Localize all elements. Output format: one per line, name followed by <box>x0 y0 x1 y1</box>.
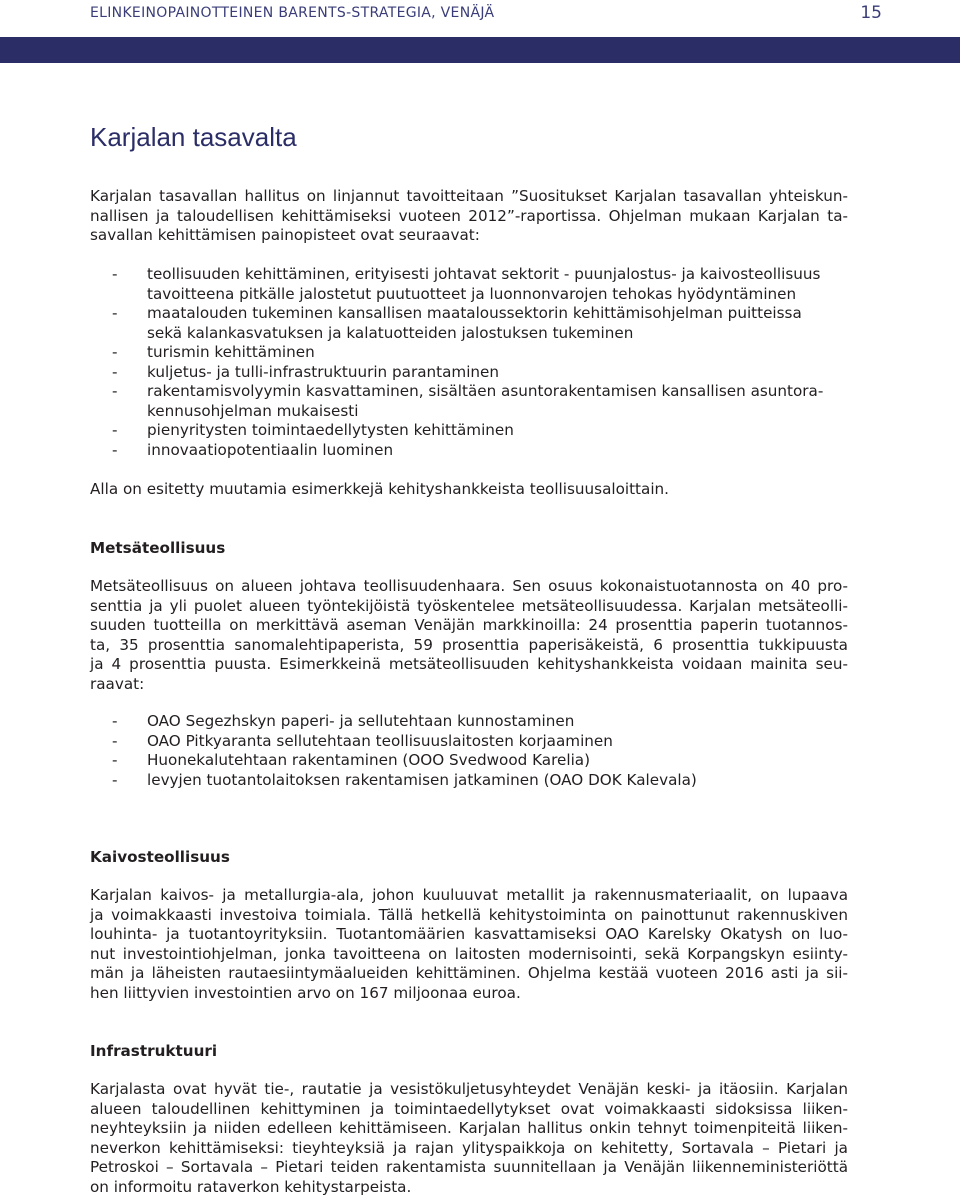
list-item: - OAO Pitkyaranta sellutehtaan teollisuuslaitosten korjaaminen <box>112 731 613 750</box>
infrastructure-heading: Infrastruktuuri <box>90 1042 218 1060</box>
page-number: 15 <box>860 3 882 23</box>
mining-heading: Kaivosteollisuus <box>90 848 230 866</box>
forestry-paragraph: Metsäteollisuus on alueen johtava teollisuudenhaara. Sen osuus kokonaistuotannosta on 40 pro- senttia ja yli puolet alueen työntekijöistä työskentelee metsäteollisuudessa. Karjalan metsäteolli- suuden tuotteilla on merkittävä aseman Venäjän markkinoilla: 24 prosenttia paperin tuotannos- ta, 35 prosenttia sanomalehtipaperista, 59 prosenttia paperisäkeistä, 6 prosenttia tukkipuusta ja 4 prosenttia puusta. Esimerkkeinä metsäteollisuuden kehityshankkeista voidaan mainita seu- raavat: <box>90 577 848 693</box>
forestry-heading: Metsäteollisuus <box>90 539 226 557</box>
list-item: - pienyritysten toimintaedellytysten kehittäminen <box>112 421 514 439</box>
list-item: - levyjen tuotantolaitoksen rakentamisen jatkaminen (OAO DOK Kalevala) <box>112 770 697 789</box>
page-title: Karjalan tasavalta <box>90 122 297 152</box>
intro-line: savallan kehittämisen painopisteet ovat seuraavat: <box>90 226 480 244</box>
list-item: - rakentamisvolyymin kasvattaminen, sisältäen asuntorakentamisen kansallisen asuntora- kennusohjelman mukaisesti <box>112 382 824 420</box>
intro-line: nallisen ja taloudellisen kehittämiseksi vuoteen 2012”-raportissa. Ohjelman mukaan Karjalan ta- <box>90 206 848 225</box>
forestry-projects-list <box>90 712 848 790</box>
infrastructure-paragraph: Karjalasta ovat hyvät tie-, rautatie ja vesistökuljetusyhteydet Venäjän keski- ja itäosiin. Karjalan alueen taloudellinen kehittyminen ja toimintaedellytykset ovat voimakkaasti sidoksissa liiken- neyhteyksiin ja niiden edelleen kehittämiseen. Karjalan hallitus onkin tehnyt toimenpiteitä liiken- neverkon kehittämiseksi: tieyhteyksiä ja rajan ylityspaikkoja on kehitetty, Sortavala – Pietari ja Petroskoi – Sortavala – Pietari teiden rakentamista suunnitellaan ja Venäjän liikenneministeriöttä on informoitu rataverkon kehitystarpeista. <box>90 1080 848 1196</box>
intro-paragraph <box>90 187 848 246</box>
list-item: - innovaatiopotentiaalin luominen <box>112 440 394 459</box>
priorities-list <box>90 265 848 460</box>
list-item: - OAO Segezhskyn paperi- ja sellutehtaan kunnostaminen <box>112 712 575 730</box>
list-item: - Huonekalutehtaan rakentaminen (OOO Svedwood Karelia) <box>112 751 591 769</box>
header-band <box>0 37 960 63</box>
running-header: ELINKEINOPAINOTTEINEN BARENTS-STRATEGIA, VENÄJÄ <box>90 5 495 21</box>
list-item: - teollisuuden kehittäminen, erityisesti johtavat sektorit - puunjalostus- ja kaivosteollisuus tavoitteena pitkälle jalostetut puutuotteet ja luonnonvarojen tehokas hyödyntäminen <box>112 265 821 303</box>
list-item: - maatalouden tukeminen kansallisen maataloussektorin kehittämisohjelman puitteissa sekä kalankasvatuksen ja kalatuotteiden jalostuksen tukeminen <box>112 304 802 342</box>
intro-line: Karjalan tasavallan hallitus on linjannut tavoitteitaan ”Suositukset Karjalan tasavallan yhteiskun- <box>90 187 848 205</box>
examples-intro: Alla on esitetty muutamia esimerkkejä kehityshankkeista teollisuusaloittain. <box>90 480 669 498</box>
list-item: - kuljetus- ja tulli-infrastruktuurin parantaminen <box>112 362 500 381</box>
list-item: - turismin kehittäminen <box>112 343 315 361</box>
mining-paragraph: Karjalan kaivos- ja metallurgia-ala, johon kuuluuvat metallit ja rakennusmateriaalit, on lupaava ja voimakkaasti investoiva toimiala. Tällä hetkellä kehitystoiminta on painottunut rakennuskiven louhinta- ja tuotantoyrityksiin. Tuotantomäärien kasvattamiseksi OAO Karelsky Okatysh on luo- nut investointiohjelman, jonka tavoitteena on laitosten modernisointi, sekä Korpangskyn esiinty- män ja läheisten rautaesiintymäalueiden kehittäminen. Ohjelma kestää vuoteen 2016 asti ja sii- hen liittyvien investointien arvo on 167 miljoonaa euroa. <box>90 886 848 1002</box>
